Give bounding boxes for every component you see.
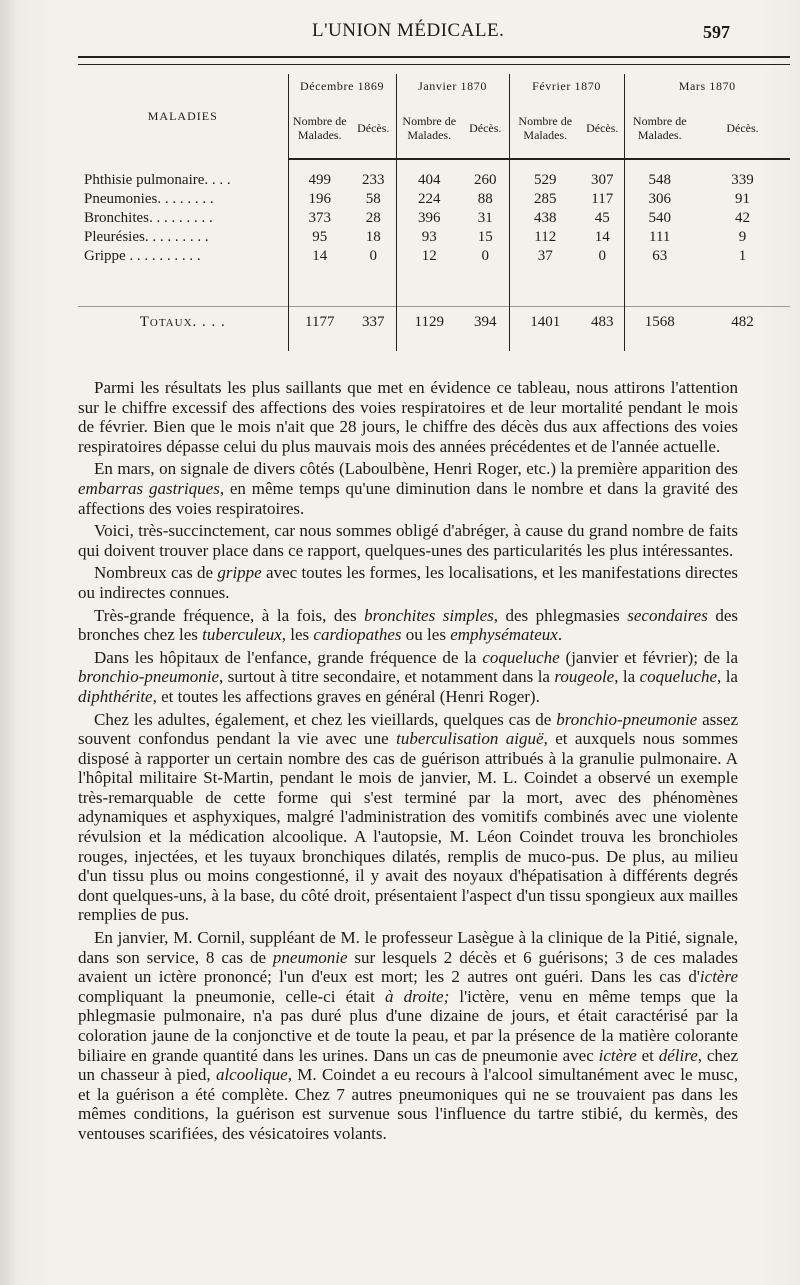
disease-name: Bronchites. . . . . . . . . bbox=[84, 210, 213, 226]
text-run: , les bbox=[281, 625, 314, 645]
table-row bbox=[78, 171, 790, 190]
disease-name: Pneumonies. . . . . . . . bbox=[84, 191, 214, 207]
italic-run: secondaires bbox=[627, 605, 708, 625]
cell: 285 bbox=[509, 190, 581, 209]
paragraph bbox=[78, 648, 738, 707]
total-cell: 1568 bbox=[624, 307, 695, 338]
page-number: 597 bbox=[703, 22, 730, 42]
cell: 117 bbox=[591, 191, 614, 207]
italic-run: à droite; bbox=[384, 986, 450, 1006]
header-rule-thin bbox=[78, 64, 790, 65]
total-cell: 1401 bbox=[509, 307, 581, 338]
italic-run: tuberculisation aiguë bbox=[396, 729, 544, 749]
text-run: , et auxquels nous sommes disposé à rapporter un certain nombre des cas de guérison attribués à la granulie pulmonaire. A l'hôpital militaire St-Martin, pendant le mois de janvier, M. L. Coindet a observé un exemple très-remarquable de cette forme qui s'est terminé par la mort, avec des phénomènes adynamiques et asphyxiques, malgré l'administration des vomitifs combinés avec une violente révulsion et la médication alcoolique. A l'autopsie, M. Léon Coindet trouva les bronchioles rouges, injectées, et les tuyaux bronchiques dilatés, remplis de muco-pus. De plus, au milieu d'un tissu plus ou moins congestionné, il y avait des noyaux d'hépatisation à différents degrés dont quelques-uns, à la base, du côté droit, présentaient l'aspect d'un tissu spongieux aux mailles remplies de pus. bbox=[78, 729, 738, 925]
month-header: Janvier 1870 bbox=[396, 74, 509, 98]
italic-run: rougeole bbox=[554, 667, 615, 687]
table-row bbox=[78, 247, 790, 266]
text-run: Chez les adultes, également, et chez les vieillards, quelques cas de bbox=[94, 709, 557, 729]
cell: 45 bbox=[594, 210, 610, 226]
cell: 224 bbox=[396, 190, 462, 209]
cell: 540 bbox=[624, 209, 695, 228]
cell: 112 bbox=[509, 228, 581, 247]
cell: 111 bbox=[624, 228, 695, 247]
italic-run: emphysémateux bbox=[450, 625, 558, 645]
text-run: , surtout à titre secondaire, et notamment dans la bbox=[219, 667, 555, 687]
paragraph bbox=[78, 606, 738, 645]
text-run: , et toutes les affections graves en général (Henri Roger). bbox=[152, 686, 540, 706]
total-cell: 482 bbox=[695, 307, 790, 338]
deces-subheader: Décès. bbox=[695, 98, 790, 159]
cell: 42 bbox=[735, 210, 750, 226]
cell: 373 bbox=[288, 209, 351, 228]
paragraph bbox=[78, 459, 738, 518]
text-run: Voici, très-succinctement, car nous sommes obligé d'abréger, à cause du grand nombre de faits qui doivent trouver place dans ce rapport, quelques-unes des particularités les plus intéressantes. bbox=[78, 521, 738, 560]
paragraph bbox=[78, 928, 738, 1144]
cell: 31 bbox=[477, 210, 493, 226]
italic-run: diphthérite bbox=[78, 686, 153, 706]
text-run: Nombreux cas de bbox=[94, 563, 218, 583]
table-row bbox=[78, 190, 790, 209]
malades-subheader: Nombre de Malades. bbox=[509, 98, 581, 159]
deces-subheader: Décès. bbox=[462, 98, 509, 159]
deces-subheader: Décès. bbox=[351, 98, 396, 159]
text-run: la bbox=[721, 667, 738, 687]
cell: 0 bbox=[481, 248, 489, 264]
text-run: compliquant la pneumonie, celle-ci était bbox=[78, 986, 385, 1006]
cell: 0 bbox=[369, 248, 377, 264]
italic-run: cardiopathes bbox=[313, 625, 402, 645]
malades-subheader: Nombre de Malades. bbox=[396, 98, 462, 159]
italic-run: bronchio-pneumonie bbox=[556, 709, 698, 729]
italic-run: grippe bbox=[217, 563, 262, 583]
text-run: , M. Coindet a eu recours à l'alcool simultanément avec le musc, et la guérison a été complète. Chez 7 autres pneumoniques qui ne se trouvaient pas dans les mêmes conditions, la guérison est survenue sous l'influence du tartre stibié, du kermès, des ventouses scarifiées, des vésicatoires volants. bbox=[78, 1065, 738, 1143]
cell: 307 bbox=[591, 172, 614, 188]
cell: 9 bbox=[738, 229, 747, 245]
maladies-header: MALADIES bbox=[147, 109, 218, 123]
italic-run: bronchio-pneumonie bbox=[78, 667, 220, 687]
text-run: avec toutes les formes, les localisations, et les manifestations directes ou indirectes connues. bbox=[78, 563, 739, 602]
text-run: , en même temps qu'une diminution dans le nombre et dans la gravité des affections des voies respiratoires. bbox=[78, 478, 738, 518]
italic-run: alcoolique bbox=[215, 1065, 288, 1085]
cell: 1 bbox=[738, 248, 747, 264]
text-run: Parmi les résultats les plus saillants que met en évidence ce tableau, nous attirons l'attention sur le chiffre excessif des affections des voies respiratoires et de leur mortalité pendant le mois de février. Bien que le mois n'ait que 28 jours, le chiffre des décès dus aux affections des voies respiratoires dépasse celui du plus mauvais mois des années précédentes et de l'année actuelle. bbox=[78, 378, 738, 456]
cell: 0 bbox=[598, 248, 606, 264]
text-run: sur lesquels 2 décès et 6 guérisons; 3 de ces malades avaient un ictère prononcé; l'un d'eux est mort; les 2 autres ont guéri. Dans les cas d' bbox=[78, 947, 738, 987]
cell: 95 bbox=[288, 228, 351, 247]
total-cell: 1129 bbox=[396, 307, 462, 338]
journal-title: L'UNION MÉDICALE. bbox=[312, 20, 505, 41]
running-head bbox=[0, 20, 800, 50]
month-header: Mars 1870 bbox=[624, 74, 790, 98]
statistics-table bbox=[78, 74, 790, 351]
cell: 37 bbox=[509, 247, 581, 266]
text-run: assez souvent confondus pendant la vie avec une bbox=[78, 709, 738, 749]
malades-subheader: Nombre de Malades. bbox=[624, 98, 695, 159]
text-run: des bronches chez les bbox=[78, 605, 738, 645]
total-cell: 394 bbox=[462, 307, 509, 338]
cell: 396 bbox=[396, 209, 462, 228]
disease-name: Phthisie pulmonaire. . . . bbox=[84, 172, 231, 188]
text-run: Dans les hôpitaux de l'enfance, grande fréquence de la bbox=[94, 647, 483, 667]
text-run: , des phlegmasies bbox=[493, 605, 628, 625]
malades-subheader: Nombre de Malades. bbox=[288, 98, 351, 159]
text-run: l'ictère, venu en même temps que la phlegmasie pulmonaire, n'a pas duré plus d'une dizaine de jours, et était caractérisé par la coloration jaune de la conjonctive et de toute la peau, et par la présence de la matière colorante biliaire en grande quantité dans les urines. Dans un cas de pneumonie avec bbox=[78, 986, 738, 1065]
cell: 63 bbox=[624, 247, 695, 266]
text-run: et bbox=[636, 1045, 659, 1065]
text-run: , la bbox=[614, 667, 640, 687]
cell: 18 bbox=[365, 229, 381, 245]
italic-run: coqueluche bbox=[482, 647, 560, 667]
italic-run: tuberculeux bbox=[202, 625, 282, 645]
cell: 93 bbox=[396, 228, 462, 247]
table-row bbox=[78, 228, 790, 247]
cell: 438 bbox=[509, 209, 581, 228]
cell: 529 bbox=[509, 171, 581, 190]
totals-label: Totaux. . . . bbox=[78, 307, 288, 338]
cell: 339 bbox=[731, 172, 754, 188]
text-run: En mars, on signale de divers côtés (Laboulbène, Henri Roger, etc.) la première apparition des bbox=[94, 459, 738, 479]
cell: 12 bbox=[396, 247, 462, 266]
cell: 260 bbox=[474, 172, 497, 188]
paragraph bbox=[78, 563, 738, 602]
text-run: , chez un chasseur à pied, bbox=[78, 1045, 738, 1085]
table-row bbox=[78, 209, 790, 228]
italic-run: embarras gastriques bbox=[78, 478, 220, 498]
article-body bbox=[78, 378, 738, 1144]
italic-run: bronchites simples bbox=[364, 605, 494, 625]
text-run: ou les bbox=[401, 625, 451, 645]
cell: 196 bbox=[288, 190, 351, 209]
italic-run: ictère bbox=[598, 1045, 637, 1065]
cell: 233 bbox=[362, 172, 385, 188]
italic-run: ictère bbox=[699, 967, 738, 987]
text-run: En janvier, M. Cornil, suppléant de M. le professeur Lasègue à la clinique de la Pitié, signale, dans son service, 8 cas de bbox=[78, 928, 738, 967]
cell: 14 bbox=[288, 247, 351, 266]
cell: 91 bbox=[735, 191, 750, 207]
total-cell: 1177 bbox=[288, 307, 351, 338]
disease-name: Grippe . . . . . . . . . . bbox=[84, 248, 201, 264]
text-run: . bbox=[557, 625, 563, 645]
total-cell: 483 bbox=[581, 307, 624, 338]
text-run: Très-grande fréquence, à la fois, des bbox=[94, 605, 365, 625]
header-rule bbox=[78, 56, 790, 58]
cell: 28 bbox=[365, 210, 381, 226]
cell: 548 bbox=[624, 171, 695, 190]
italic-run: délire bbox=[658, 1045, 698, 1065]
cell: 404 bbox=[396, 171, 462, 190]
cell: 14 bbox=[594, 229, 610, 245]
paragraph bbox=[78, 378, 738, 456]
paragraph bbox=[78, 710, 738, 926]
totals-row bbox=[78, 307, 790, 338]
month-header: Décembre 1869 bbox=[288, 74, 396, 98]
cell: 88 bbox=[477, 191, 493, 207]
cell: 499 bbox=[288, 171, 351, 190]
total-cell: 337 bbox=[351, 307, 396, 338]
deces-subheader: Décès. bbox=[581, 98, 624, 159]
cell: 15 bbox=[477, 229, 493, 245]
paragraph bbox=[78, 521, 738, 560]
cell: 306 bbox=[624, 190, 695, 209]
month-header: Février 1870 bbox=[509, 74, 624, 98]
disease-name: Pleurésies. . . . . . . . . bbox=[84, 229, 209, 245]
italic-run: coqueluche, bbox=[639, 667, 722, 687]
italic-run: pneumonie bbox=[272, 947, 348, 967]
text-run: (janvier et février); de la bbox=[559, 647, 739, 667]
cell: 58 bbox=[365, 191, 381, 207]
